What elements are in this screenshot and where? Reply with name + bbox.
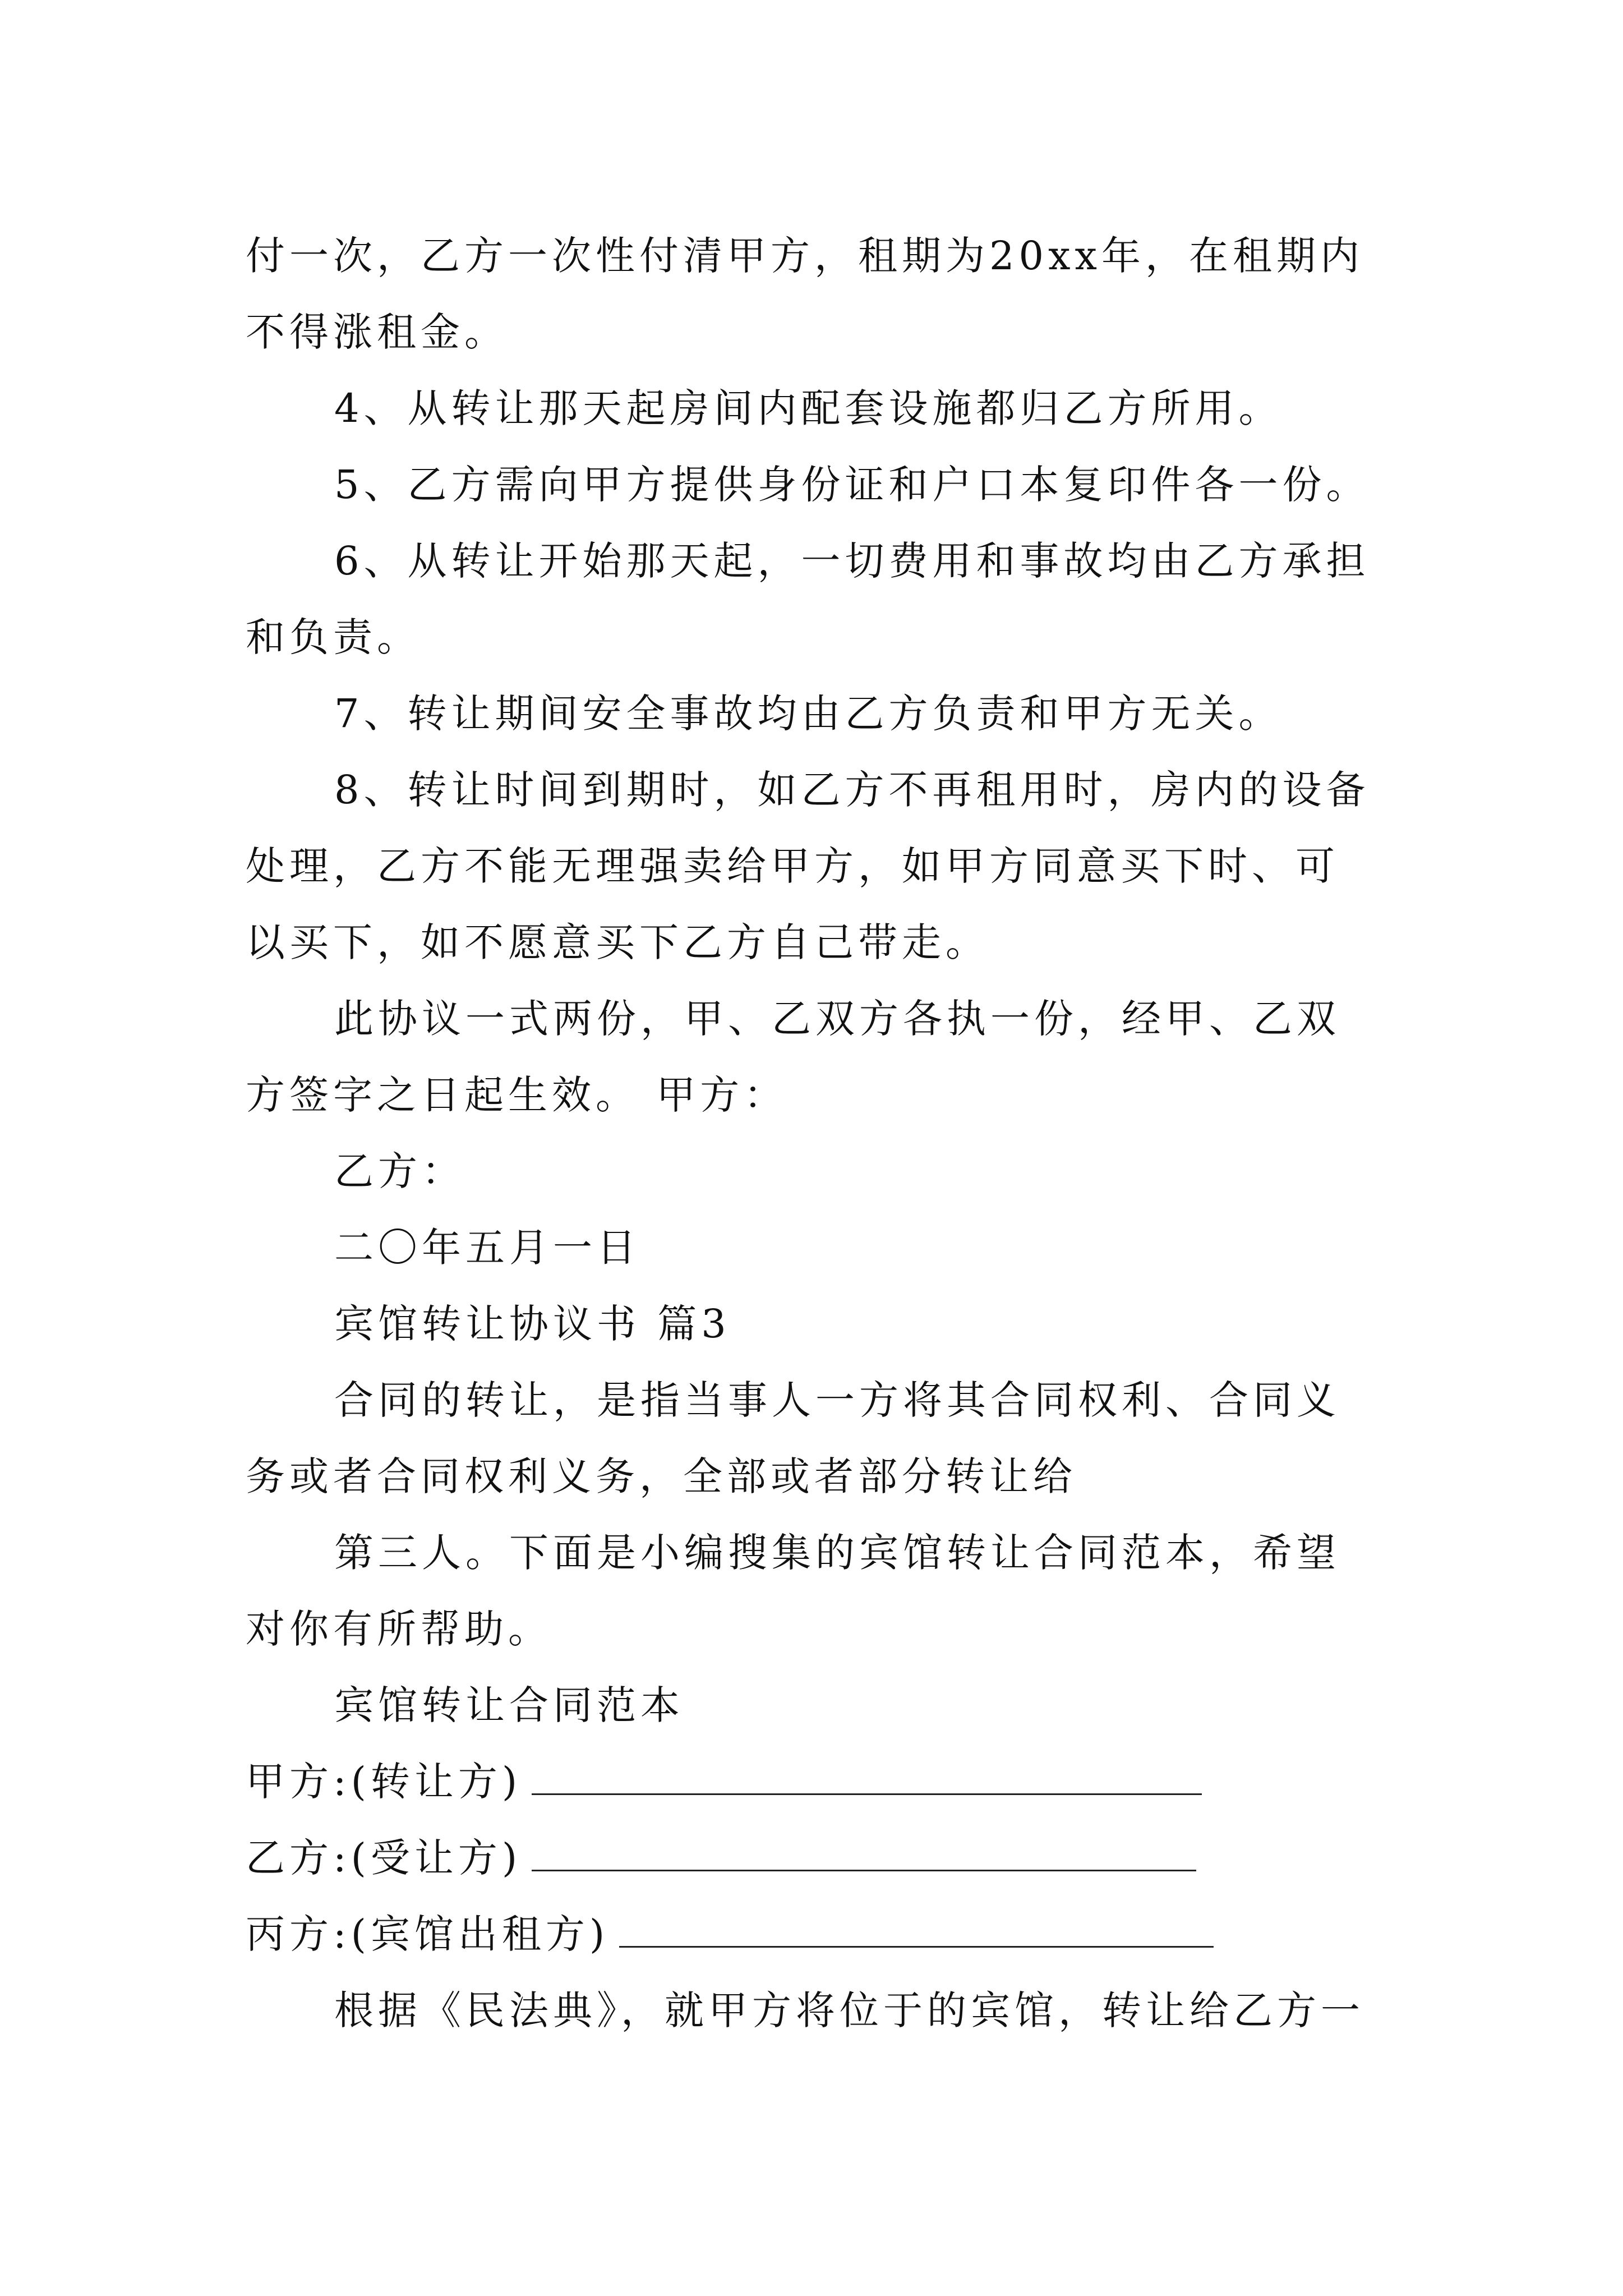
field-party-b-label: 乙方:(受让方) <box>246 1835 522 1881</box>
paragraph-intro: 第三人。下面是小编搜集的宾馆转让合同范本，希望对你有所帮助。 <box>246 1530 1340 1652</box>
paragraph-rent-terms: 付一次，乙方一次性付清甲方，租期为20xx年，在租期内不得涨租金。 <box>246 233 1364 355</box>
paragraph-clause-4: 4、从转让那天起房间内配套设施都归乙方所用。 <box>334 385 1283 431</box>
section-heading: 宾馆转让协议书 篇3 <box>334 1301 731 1347</box>
field-party-a-blank <box>532 1754 1202 1795</box>
signature-party-b: 乙方： <box>334 1148 465 1194</box>
field-party-c-blank <box>619 1907 1214 1948</box>
document-body <box>246 218 1378 2049</box>
paragraph-clause-7: 7、转让期间安全事故均由乙方负责和甲方无关。 <box>334 691 1283 737</box>
paragraph-clause-6: 6、从转让开始那天起，一切费用和事故均由乙方承担和负责。 <box>246 538 1370 660</box>
field-party-b <box>246 1820 1378 1896</box>
paragraph-effective: 此协议一式两份，甲、乙双方各执一份，经甲、乙双方签字之日起生效。 甲方： <box>246 996 1340 1118</box>
field-party-c <box>246 1896 1378 1972</box>
field-party-a-label: 甲方:(转让方) <box>246 1759 522 1805</box>
field-party-a <box>246 1743 1378 1820</box>
field-party-b-blank <box>532 1830 1196 1871</box>
paragraph-clause-8: 8、转让时间到期时，如乙方不再租用时，房内的设备处理，乙方不能无理强卖给甲方，如甲方同意买下时、可以买下，如不愿意买下乙方自己带走。 <box>246 767 1370 965</box>
paragraph-closing: 根据《民法典》，就甲方将位于的宾馆，转让给乙方一 <box>334 1987 1364 2033</box>
signature-date: 二〇年五月一日 <box>334 1225 640 1271</box>
contract-title: 宾馆转让合同范本 <box>334 1682 684 1728</box>
paragraph-definition: 合同的转让，是指当事人一方将其合同权利、合同义务或者合同权利义务，全部或者部分转让给 <box>246 1377 1340 1499</box>
paragraph-clause-5: 5、乙方需向甲方提供身份证和户口本复印件各一份。 <box>334 462 1370 508</box>
field-party-c-label: 丙方:(宾馆出租方) <box>246 1911 610 1957</box>
